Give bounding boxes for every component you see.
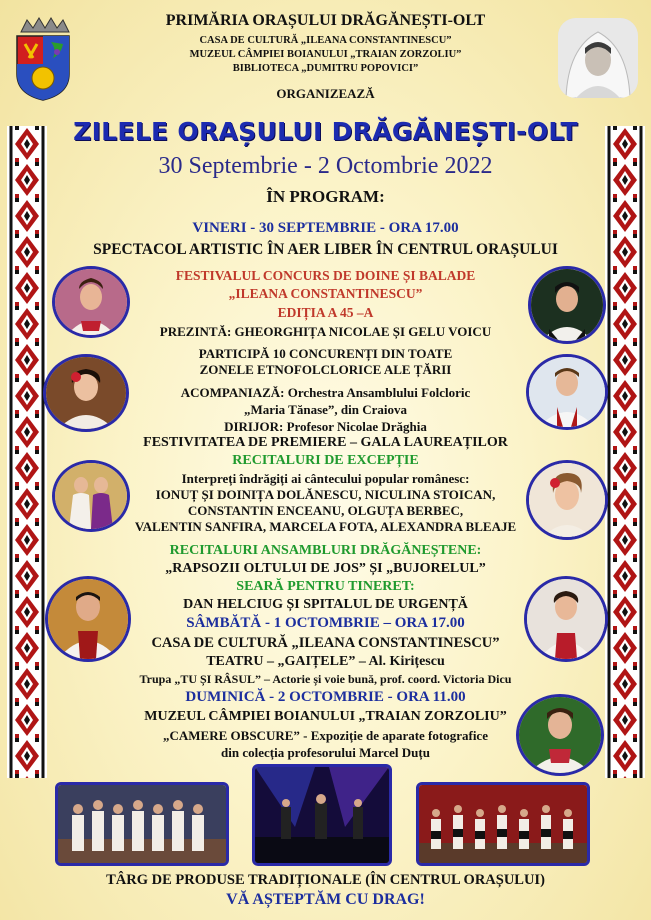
portrait-right-5 bbox=[516, 694, 604, 776]
organizer-line-3: BIBLIOTECA „DUMITRU POPOVICI” bbox=[232, 63, 419, 74]
portrait-right-1 bbox=[528, 266, 606, 344]
participants-line-1: PARTICIPĂ 10 CONCURENȚI DIN TOATE bbox=[198, 346, 453, 361]
portrait-left-4 bbox=[45, 576, 131, 662]
recitals-intro: Interpreți îndrăgiți ai cântecului popular românesc: bbox=[181, 471, 470, 486]
youth-show: DAN HELCIUG ȘI SPITALUL DE URGENȚĂ bbox=[183, 597, 468, 612]
sunday-museum: MUZEUL CÂMPIEI BOIANULUI „TRAIAN ZORZOLIU” bbox=[144, 709, 507, 724]
artists-line-3: VALENTIN SANFIRA, MARCELA FOTA, ALEXANDRA BLEAJE bbox=[134, 519, 517, 534]
photo-folk-ensemble bbox=[55, 782, 229, 866]
organizer-line-1: CASA DE CULTURĂ „ILEANA CONSTANTINESCU” bbox=[199, 35, 452, 46]
sunday-date: DUMINICĂ - 2 OCTOMBRIE - ORA 11.00 bbox=[185, 689, 466, 705]
portrait-left-2 bbox=[43, 354, 129, 432]
festival-edition: EDIȚIA A 45 –A bbox=[277, 305, 374, 320]
photo-theatre bbox=[416, 782, 590, 866]
friday-date: VINERI - 30 SEPTEMBRIE - ORA 17.00 bbox=[192, 220, 459, 236]
recitals-title: RECITALURI DE EXCEPȚIE bbox=[232, 453, 419, 468]
organizer-line-2: MUZEUL CÂMPIEI BOIANULUI „TRAIAN ZORZOLIU” bbox=[189, 49, 462, 60]
portrait-left-3 bbox=[52, 460, 130, 532]
youth-title: SEARĂ PENTRU TINERET: bbox=[236, 579, 415, 594]
saturday-play: TEATRU – „GAIȚELE” – Al. Kirițescu bbox=[206, 654, 445, 669]
portrait-left-1 bbox=[52, 266, 130, 338]
accompany-line-2: „Maria Tănase”, din Craiova bbox=[244, 402, 407, 417]
gala: FESTIVITATEA DE PREMIERE – GALA LAUREAȚILOR bbox=[143, 435, 508, 450]
sunday-expo-1: „CAMERE OBSCURE” - Expoziție de aparate fotografice bbox=[163, 728, 488, 743]
presenters: PREZINTĂ: GHEORGHIȚA NICOLAE ȘI GELU VOICU bbox=[159, 324, 492, 339]
saturday-venue: CASA DE CULTURĂ „ILEANA CONSTANTINESCU” bbox=[151, 635, 500, 651]
organizer-title: PRIMĂRIA ORAȘULUI DRĂGĂNEȘTI-OLT bbox=[165, 12, 486, 29]
closing-line: VĂ AȘTEPTĂM CU DRAG! bbox=[226, 891, 425, 908]
event-title: ZILELE ORAȘULUI DRĂGĂNEȘTI-OLT bbox=[73, 117, 578, 146]
portrait-right-3 bbox=[526, 460, 608, 540]
artists-line-1: IONUȚ ȘI DOINIȚA DOLĂNESCU, NICULINA STOICAN, bbox=[155, 487, 496, 502]
ensembles-title: RECITALURI ANSAMBLURI DRĂGĂNEȘTENE: bbox=[169, 543, 482, 558]
fair-line: TÂRG DE PRODUSE TRADIȚIONALE (ÎN CENTRUL ORAȘULUI) bbox=[106, 872, 545, 888]
photo-rock-concert bbox=[252, 764, 392, 866]
friday-show: SPECTACOL ARTISTIC ÎN AER LIBER ÎN CENTRUL ORAȘULUI bbox=[93, 241, 558, 258]
portrait-right-4 bbox=[524, 576, 608, 662]
program-heading: ÎN PROGRAM: bbox=[266, 187, 385, 206]
festival-line-1: FESTIVALUL CONCURS DE DOINE ȘI BALADE bbox=[175, 268, 476, 283]
festival-line-2: „ILEANA CONSTANTINESCU” bbox=[228, 286, 423, 301]
event-dates: 30 Septembrie - 2 Octombrie 2022 bbox=[158, 153, 493, 179]
saturday-troupe: Trupa „TU ȘI RÂSUL” – Actorie și voie bună, prof. coord. Victoria Dicu bbox=[139, 672, 512, 686]
accompany-line-1: ACOMPANIAZĂ: Orchestra Ansamblului Folcloric bbox=[180, 385, 471, 400]
ensembles: „RAPSOZII OLTULUI DE JOS” ȘI „BUJORELUL” bbox=[165, 561, 486, 576]
organizeaza-label: ORGANIZEAZĂ bbox=[276, 86, 375, 101]
saturday-date: SÂMBĂTĂ - 1 OCTOMBRIE – ORA 17.00 bbox=[186, 615, 465, 631]
conductor: DIRIJOR: Profesor Nicolae Drăghia bbox=[224, 419, 427, 434]
participants-line-2: ZONELE ETNOFOLCLORICE ALE ȚĂRII bbox=[199, 362, 452, 377]
artists-line-2: CONSTANTIN ENCEANU, OLGUȚA BERBEC, bbox=[187, 503, 464, 518]
portrait-right-2 bbox=[526, 354, 608, 430]
sunday-expo-2: din colecția profesorului Marcel Duțu bbox=[221, 745, 430, 760]
